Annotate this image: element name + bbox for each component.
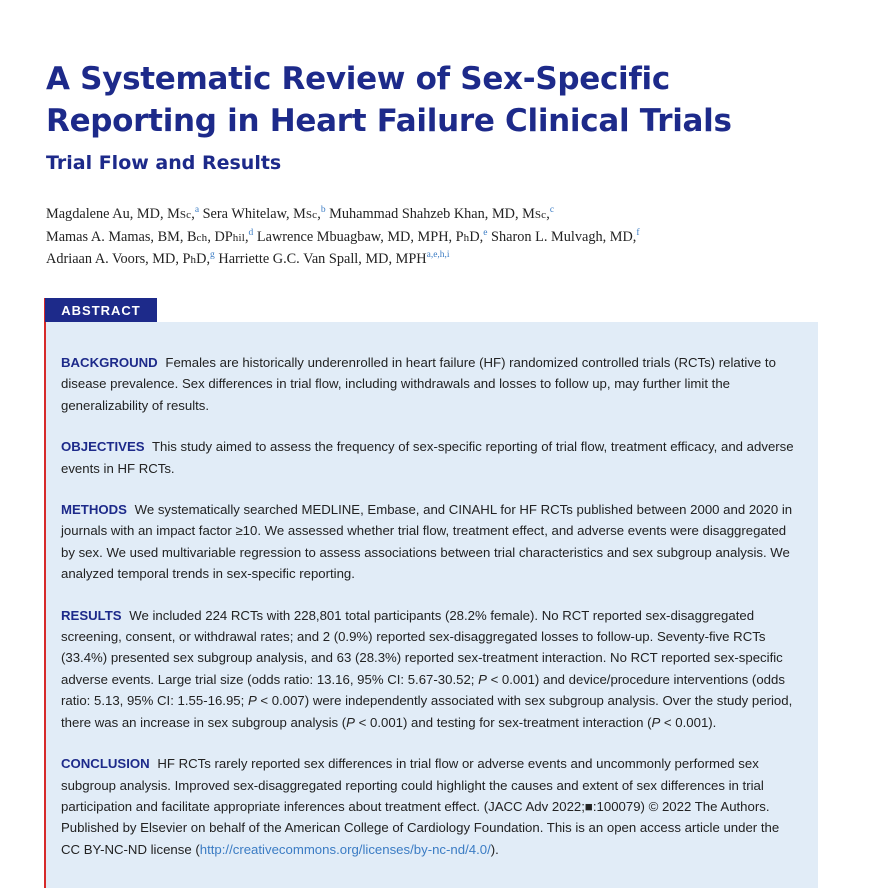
abstract-tab-label: ABSTRACT	[45, 298, 157, 322]
author-name: Sera Whitelaw, M	[202, 206, 306, 222]
author-degree: D	[469, 228, 480, 245]
author-line-2	[46, 227, 846, 250]
p-value-symbol: P	[346, 714, 355, 730]
article-title	[46, 58, 846, 142]
p-value-symbol: P	[651, 714, 661, 730]
section-text: < 0.001) and testing for sex-treatment interaction (	[354, 714, 652, 730]
abstract-objectives	[61, 436, 801, 479]
author-line-1	[46, 204, 846, 227]
affiliation-link[interactable]: d	[248, 227, 254, 238]
section-text: This study aimed to assess the frequency of sex-specific reporting of trial flow, treatment efficacy, and adverse events in HF RCTs.	[61, 439, 794, 476]
author-name: Mamas A. Mamas, BM, B	[46, 228, 197, 245]
degree-smallcaps: Sc	[305, 209, 318, 221]
affiliation-link[interactable]: f	[636, 227, 640, 238]
p-value-symbol: P	[478, 671, 487, 687]
section-text: We included 224 RCTs with 228,801 total participants (28.2% female). No RCT reported sex-disaggregated screening, consent, or withdrawal rates; and 2 (0.9%) reported sex-disaggregated losses to follow-up. Seventy-five RCTs (33.4%) presented sex subgroup analysis, and 63 (28.3%) reported sex-treatment interaction. No RCT reported sex-specific adverse events. Large trial size (odds ratio: 13.16, 95% CI: 5.67-30.52;	[61, 607, 783, 687]
title-line-1: A Systematic Review of Sex-Specific	[46, 61, 670, 97]
section-text: < 0.001) and device/procedure interventions (odds ratio: 5.13, 95% CI: 1.55-16.95;	[61, 671, 785, 709]
section-text: Females are historically underenrolled in heart failure (HF) randomized controlled trials (RCTs) relative to disease prevalence. Sex differences in trial flow, including withdrawals and losses to follow up, may further limit the generalizability of results.	[61, 355, 776, 413]
author-name: Harriette G.C. Van Spall, MD, MPH	[218, 251, 427, 267]
p-value-symbol: P	[247, 693, 257, 709]
affiliation-link[interactable]: g	[210, 250, 215, 261]
section-text: We systematically searched MEDLINE, Embase, and CINAHL for HF RCTs published between 2000 and 2020 in journals with an impact factor ≥10. We assessed whether trial flow, treatment effect, and adverse events were disaggregated by sex. We used multivariable regression to assess associations between trial characteristics and sex subgroup analysis. We analyzed temporal trends in sex-specific reporting.	[61, 502, 793, 582]
abstract-results	[61, 605, 801, 733]
author-name: Magdalene Au, MD, M	[46, 206, 180, 222]
author-list	[46, 204, 846, 272]
affiliation-link[interactable]: a,e,h,i	[426, 250, 450, 261]
affiliation-link[interactable]: b	[320, 205, 326, 216]
author-separator: ,	[479, 228, 484, 245]
section-heading: RESULTS	[61, 607, 122, 623]
author-separator: ,	[546, 206, 550, 222]
section-text: < 0.007) were independently associated with sex subgroup analysis. Over the study period, there was an increase in sex subgroup analysis (	[61, 693, 793, 730]
abstract-conclusion	[61, 753, 801, 860]
author-separator: ,	[244, 228, 249, 245]
degree-smallcaps: hil	[232, 231, 245, 244]
author-degree: D	[196, 251, 207, 267]
degree-smallcaps: h	[190, 254, 197, 266]
affiliation-link[interactable]: c	[549, 205, 555, 216]
section-heading: METHODS	[61, 502, 127, 518]
section-heading: BACKGROUND	[61, 355, 158, 370]
abstract-methods	[61, 499, 801, 585]
author-line-3	[46, 249, 846, 272]
author-separator: ,	[317, 206, 321, 222]
abstract-content	[61, 352, 801, 880]
affiliation-link[interactable]: a	[194, 205, 200, 216]
degree-smallcaps: Sc	[534, 209, 547, 221]
author-separator: ,	[206, 251, 211, 267]
author-degree: , DP	[207, 228, 233, 245]
license-link[interactable]: http://creativecommons.org/licenses/by-nc-nd/4.0/	[199, 841, 491, 857]
author-separator: ,	[191, 206, 195, 222]
article-subtitle: Trial Flow and Results	[46, 152, 282, 174]
title-line-2: Reporting in Heart Failure Clinical Trials	[46, 103, 732, 139]
author-name: Muhammad Shahzeb Khan, MD, M	[329, 206, 535, 222]
abstract-background	[61, 352, 801, 416]
author-name: Sharon L. Mulvagh, MD,	[491, 228, 637, 245]
section-heading: CONCLUSION	[61, 756, 150, 772]
section-text: HF RCTs rarely reported sex differences in trial flow or adverse events and uncommonly performed sex subgroup analysis. Improved sex-disaggregated reporting could highlight the causes and extent of sex differences in trial participation and facilitate appropriate inferences about treatment effect. (JACC Adv 2022;■:100079) © 2022 The Authors. Published by Elsevier on behalf of the American College of Cardiology Foundation. This is an open access article under the CC BY-NC-ND license (	[61, 756, 780, 857]
section-heading: OBJECTIVES	[61, 439, 145, 455]
abstract-accent-bar	[44, 298, 46, 888]
section-text: < 0.001).	[660, 714, 717, 730]
author-name: Adriaan A. Voors, MD, P	[46, 251, 191, 267]
section-text: ).	[490, 841, 499, 857]
degree-smallcaps: ch	[196, 231, 208, 244]
author-name: Lawrence Mbuagbaw, MD, MPH, P	[256, 228, 464, 245]
degree-smallcaps: h	[463, 231, 470, 244]
affiliation-link[interactable]: e	[483, 227, 488, 238]
degree-smallcaps: Sc	[179, 209, 192, 221]
